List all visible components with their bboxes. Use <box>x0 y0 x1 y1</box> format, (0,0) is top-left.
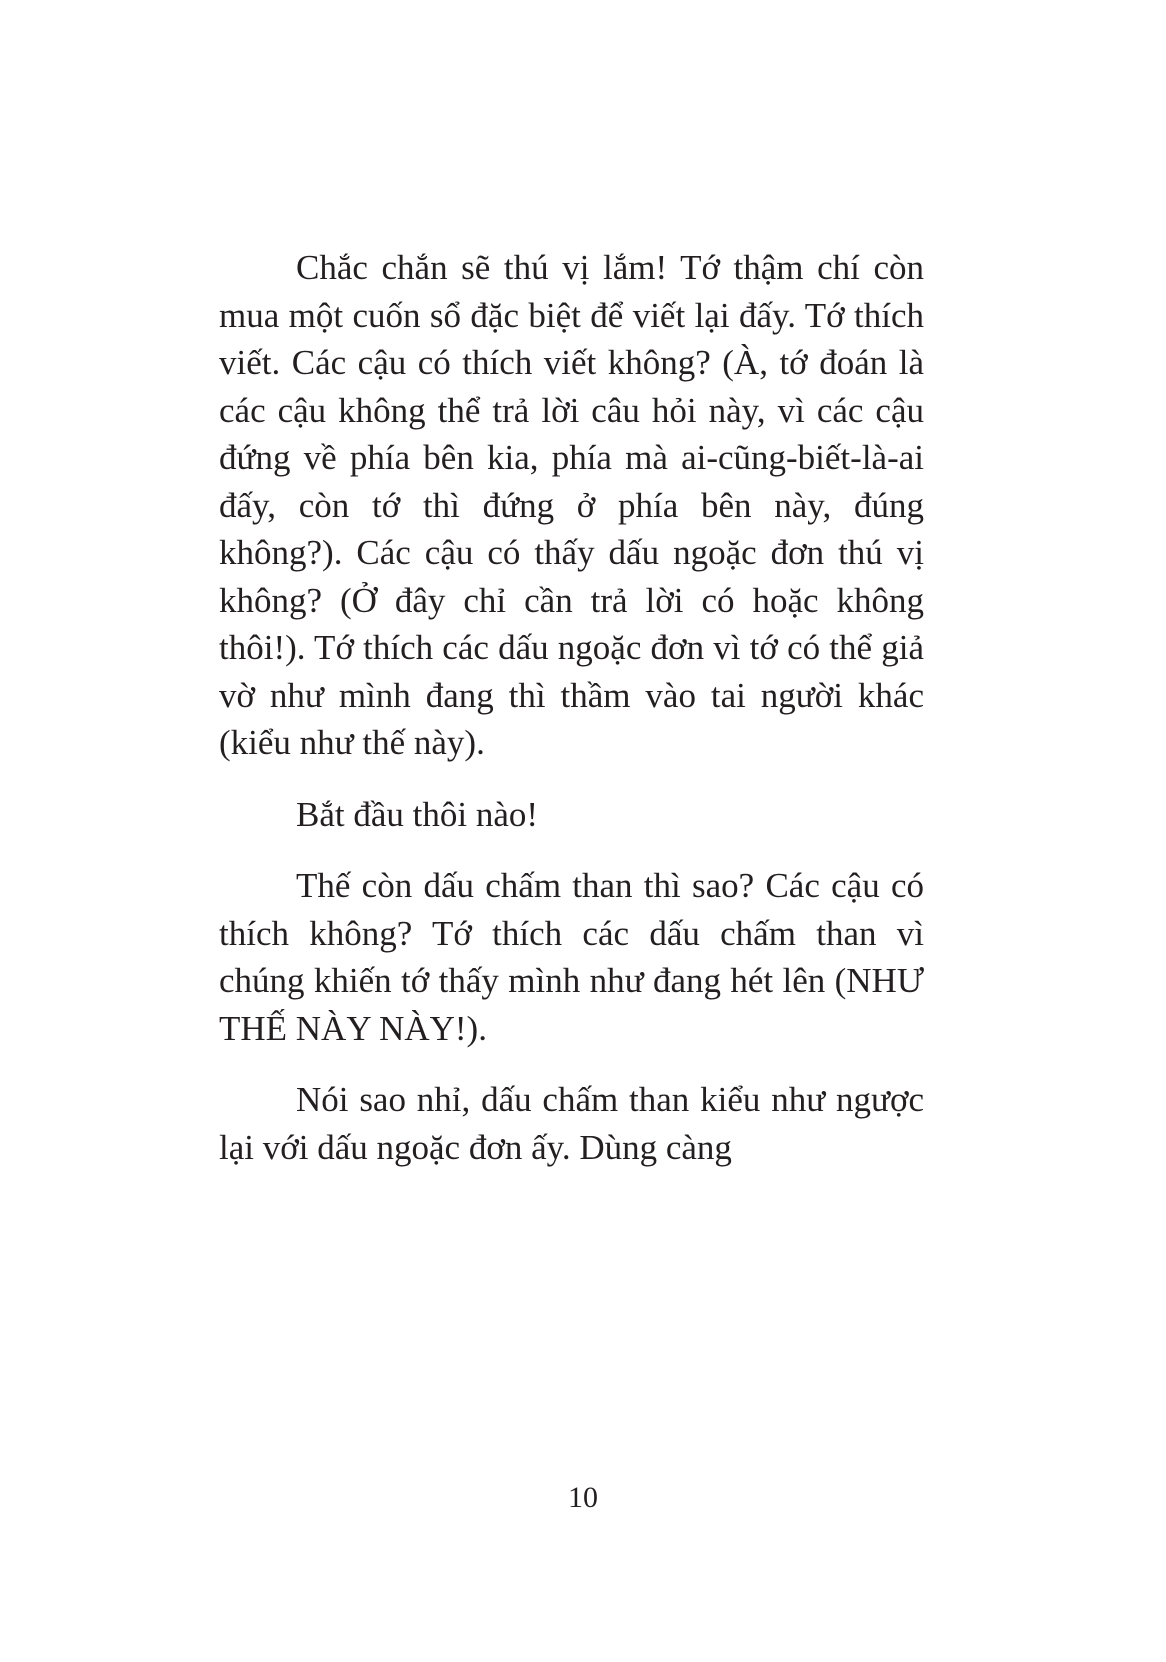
paragraph-opposite: Nói sao nhỉ, dấu chấm than kiểu như ngược lại với dấu ngoặc đơn ấy. Dùng càng <box>219 1080 924 1167</box>
paragraph-notebook: Chắc chắn sẽ thú vị lắm! Tớ thậm chí còn mua một cuốn sổ đặc biệt để viết lại đấy. Tớ thích viết. Các cậu có thích viết không? (À, tớ đoán là các cậu không thể trả lời câu hỏi này, vì các cậu đứng về phía bên kia, phía mà ai-cũng-biết-là-ai đấy, còn tớ thì đứng ở phía bên này, đúng không?). Các cậu có thấy dấu ngoặc đơn thú vị không? (Ở đây chỉ cần trả lời có hoặc không thôi!). Tớ thích các dấu ngoặc đơn vì tớ có thể giả vờ như mình đang thì thầm vào tai người khác (kiểu như thế này). <box>219 248 924 762</box>
body-text <box>219 244 924 1171</box>
paragraph-lets-start: Bắt đầu thôi nào! <box>296 794 539 834</box>
paragraph-exclamation-marks: Thế còn dấu chấm than thì sao? Các cậu có thích không? Tớ thích các dấu chấm than vì chúng khiến tớ thấy mình như đang hét lên (NHƯ THẾ NÀY NÀY!). <box>219 866 924 1048</box>
page-number: 10 <box>568 1481 598 1514</box>
